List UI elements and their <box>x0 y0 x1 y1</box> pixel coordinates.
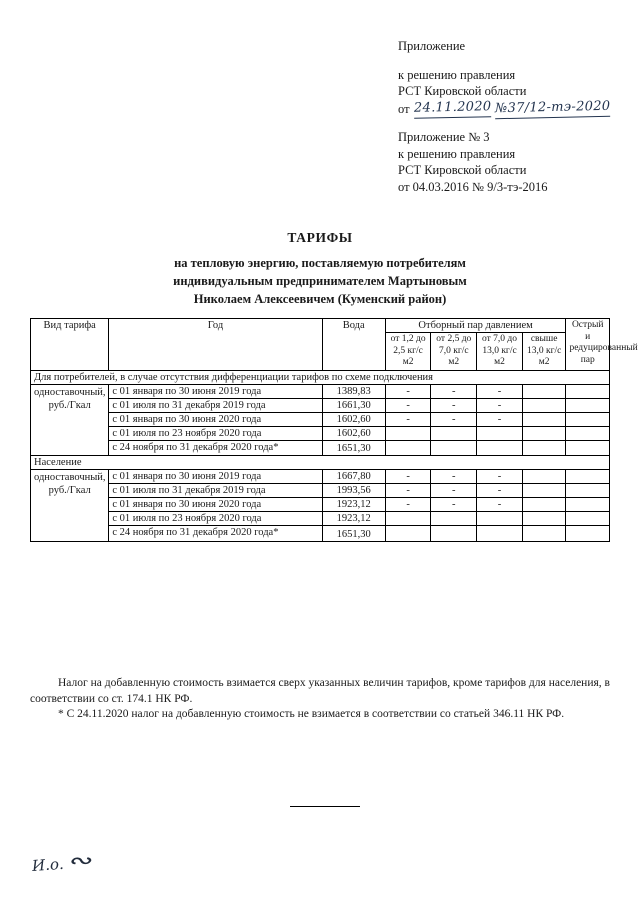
ost-cell <box>566 384 610 398</box>
p1-cell <box>385 426 431 440</box>
period-cell: с 01 июля по 31 декабря 2019 года <box>109 484 322 498</box>
p1-cell <box>385 526 431 542</box>
p3-cell: - <box>477 384 523 398</box>
p4-cell <box>522 426 566 440</box>
col-header-pressure-4: свыше 13,0 кг/с м2 <box>522 333 566 371</box>
p4-cell <box>522 498 566 512</box>
tariff-table <box>30 318 638 542</box>
p3-cell: - <box>477 498 523 512</box>
table-section-header <box>31 370 610 384</box>
p4-cell <box>522 412 566 426</box>
p2-cell <box>431 512 477 526</box>
voda-cell: 1389,83 <box>322 384 385 398</box>
col-header-pressure-3: от 7,0 до 13,0 кг/с м2 <box>477 333 523 371</box>
voda-cell: 1651,30 <box>322 440 385 456</box>
table-row <box>31 526 610 542</box>
ost-cell <box>566 412 610 426</box>
ost-cell <box>566 426 610 440</box>
p2-cell <box>431 440 477 456</box>
col-header-otborniy-par: Отборный пар давлением <box>385 319 566 333</box>
table-row <box>31 470 610 484</box>
header-line-organization: РСТ Кировской области <box>398 84 527 98</box>
table-section-header <box>31 456 610 470</box>
p2-cell <box>431 526 477 542</box>
p2-cell: - <box>431 484 477 498</box>
p3-cell <box>477 526 523 542</box>
ost-cell <box>566 398 610 412</box>
p4-cell <box>522 484 566 498</box>
table-row <box>31 484 610 498</box>
page-subtitle <box>30 254 610 308</box>
p4-cell <box>522 470 566 484</box>
p1-cell: - <box>385 384 431 398</box>
page-subtitle-line-3: Николаем Алексеевичем (Куменский район) <box>193 292 447 306</box>
period-cell: с 01 января по 30 июня 2019 года <box>109 384 322 398</box>
p1-cell: - <box>385 484 431 498</box>
period-cell: с 01 января по 30 июня 2019 года <box>109 470 322 484</box>
voda-cell: 1602,60 <box>322 426 385 440</box>
header-line-organization-2: РСТ Кировской области <box>398 163 527 177</box>
voda-cell: 1602,60 <box>322 412 385 426</box>
p1-cell: - <box>385 470 431 484</box>
p2-cell <box>431 426 477 440</box>
table-row <box>31 412 610 426</box>
p3-cell: - <box>477 470 523 484</box>
ost-cell <box>566 498 610 512</box>
period-cell: с 01 января по 30 июня 2020 года <box>109 412 322 426</box>
ost-cell <box>566 440 610 456</box>
col-header-pressure-2: от 2,5 до 7,0 кг/с м2 <box>431 333 477 371</box>
header-line-date-2: от 04.03.2016 № 9/3-тэ-2016 <box>398 179 548 194</box>
signature-mark <box>31 848 92 875</box>
p4-cell <box>522 512 566 526</box>
ost-cell <box>566 526 610 542</box>
header-line-decision: к решению правления <box>398 67 516 82</box>
header-line-appendix-3: Приложение № 3 <box>398 130 490 144</box>
period-cell: с 24 ноября по 31 декабря 2020 года* <box>109 526 322 542</box>
col-header-pressure-1: от 1,2 до 2,5 кг/с м2 <box>385 333 431 371</box>
header-number-handwritten: №37/12-тэ-2020 <box>495 98 611 118</box>
voda-cell: 1667,80 <box>322 470 385 484</box>
page-subtitle-line-1: на тепловую энергию, поставляемую потребителям <box>174 256 466 270</box>
table-row <box>31 440 610 456</box>
document-header <box>398 38 638 195</box>
period-cell: с 24 ноября по 31 декабря 2020 года* <box>109 440 322 456</box>
p3-cell <box>477 426 523 440</box>
p2-cell: - <box>431 498 477 512</box>
table-row <box>31 384 610 398</box>
p3-cell <box>477 512 523 526</box>
page-subtitle-line-2: индивидуальным предпринимателем Мартыновым <box>173 274 467 288</box>
ost-cell <box>566 512 610 526</box>
table-header-row-1 <box>31 319 610 333</box>
col-header-vid-tarifa: Вид тарифа <box>31 319 109 371</box>
voda-cell: 1651,30 <box>322 526 385 542</box>
period-cell: с 01 января по 30 июня 2020 года <box>109 498 322 512</box>
header-line-appendix: Приложение <box>398 39 466 53</box>
table-row <box>31 426 610 440</box>
header-date-handwritten: 24.11.2020 <box>413 99 491 118</box>
title-block <box>30 230 610 308</box>
p1-cell <box>385 440 431 456</box>
p2-cell: - <box>431 470 477 484</box>
row-label-odnostavochny-1: одноставочный, руб./Гкал <box>31 384 109 456</box>
p3-cell: - <box>477 484 523 498</box>
p1-cell <box>385 512 431 526</box>
p1-cell: - <box>385 498 431 512</box>
ost-cell <box>566 484 610 498</box>
p2-cell: - <box>431 384 477 398</box>
signature-swirl-icon: ∾ <box>66 848 92 875</box>
period-cell: с 01 июля по 23 ноября 2020 года <box>109 512 322 526</box>
signature-text: И.о. <box>31 854 65 875</box>
p2-cell: - <box>431 412 477 426</box>
voda-cell: 1923,12 <box>322 512 385 526</box>
p1-cell: - <box>385 398 431 412</box>
p4-cell <box>522 526 566 542</box>
footnote-asterisk: * С 24.11.2020 налог на добавленную стоимость не взимается в соответствии со статьей 346.11 НК РФ. <box>58 708 565 720</box>
row-label-odnostavochny-2: одноставочный, руб./Гкал <box>31 470 109 542</box>
page-title: ТАРИФЫ <box>287 230 353 245</box>
p4-cell <box>522 384 566 398</box>
col-header-god: Год <box>109 319 322 371</box>
col-header-ostriy-par: Острый и редуцированный пар <box>566 319 610 371</box>
p4-cell <box>522 398 566 412</box>
p3-cell: - <box>477 412 523 426</box>
footnote-vat: Налог на добавленную стоимость взимается сверх указанных величин тарифов, кроме тарифов для населения, в соответствии со ст. 174.1 НК РФ. <box>30 677 610 705</box>
p3-cell <box>477 440 523 456</box>
voda-cell: 1993,56 <box>322 484 385 498</box>
horizontal-divider <box>290 806 360 807</box>
header-date-prefix: от <box>398 101 410 116</box>
p3-cell: - <box>477 398 523 412</box>
section-title-consumers: Для потребителей, в случае отсутствия дифференциации тарифов по схеме подключения <box>31 370 610 384</box>
header-date-row <box>398 100 638 118</box>
table-row <box>31 498 610 512</box>
ost-cell <box>566 470 610 484</box>
header-line-decision-2: к решению правления <box>398 146 516 161</box>
table-row <box>31 512 610 526</box>
section-title-population: Население <box>31 456 610 470</box>
period-cell: с 01 июля по 31 декабря 2019 года <box>109 398 322 412</box>
voda-cell: 1661,30 <box>322 398 385 412</box>
p1-cell: - <box>385 412 431 426</box>
period-cell: с 01 июля по 23 ноября 2020 года <box>109 426 322 440</box>
table-row <box>31 398 610 412</box>
col-header-voda: Вода <box>322 319 385 371</box>
p2-cell: - <box>431 398 477 412</box>
footnotes <box>30 676 610 723</box>
p4-cell <box>522 440 566 456</box>
voda-cell: 1923,12 <box>322 498 385 512</box>
